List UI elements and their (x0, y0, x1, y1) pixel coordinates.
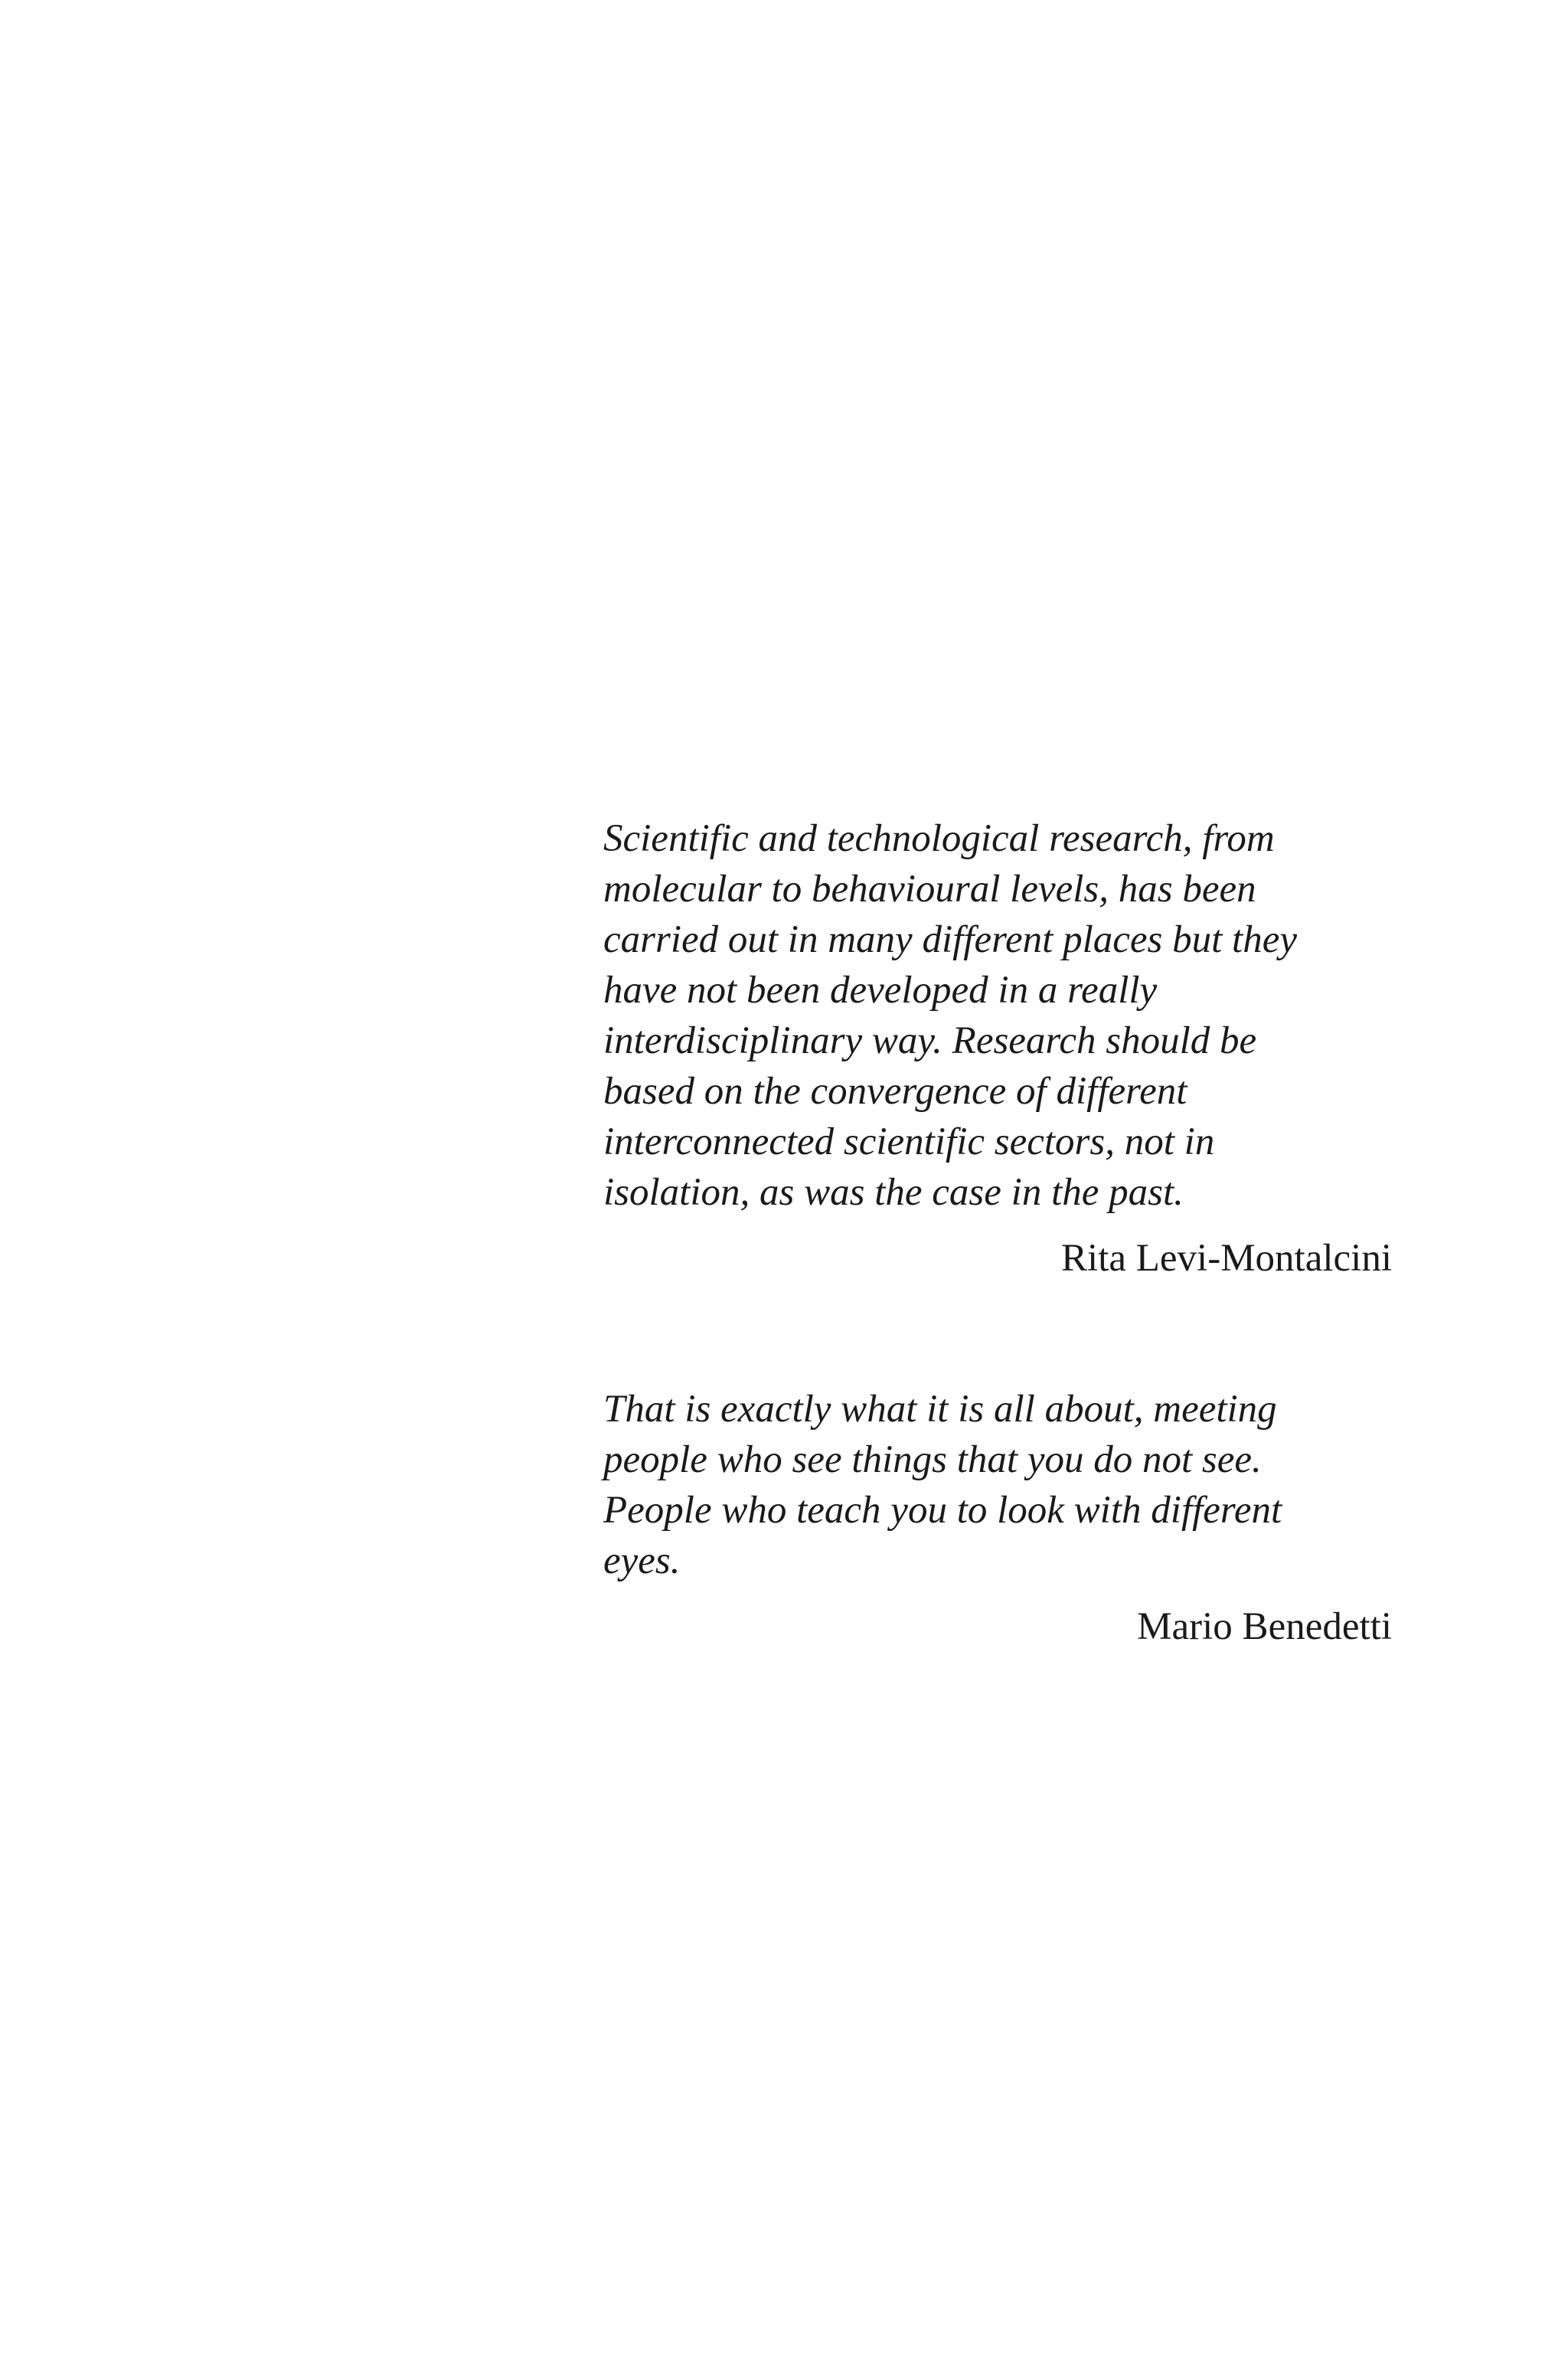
quote-line: have not been developed in a really (603, 969, 1158, 1012)
quote-line: People who teach you to look with different (603, 1489, 1282, 1532)
quote-line: interdisciplinary way. Research should be (603, 1019, 1257, 1062)
epigraph-levi-montalcini (603, 813, 1392, 1284)
quote-line: isolation, as was the case in the past. (603, 1171, 1184, 1214)
quote-line: based on the convergence of different (603, 1070, 1187, 1113)
quote-line: carried out in many different places but they (603, 918, 1297, 961)
quote-line: That is exactly what it is all about, meeting (603, 1388, 1277, 1431)
epigraph-author: Mario Benedetti (1137, 1605, 1392, 1648)
quote-line: molecular to behavioural levels, has been (603, 868, 1256, 911)
quote-line: people who see things that you do not see. (603, 1438, 1262, 1481)
epigraph-benedetti (603, 1384, 1392, 1652)
epigraph-quote (603, 813, 1392, 1218)
quote-line: eyes. (603, 1539, 681, 1582)
epigraph-quote (603, 1384, 1392, 1586)
quote-line: interconnected scientific sectors, not in (603, 1120, 1215, 1163)
epigraph-author: Rita Levi-Montalcini (1061, 1237, 1392, 1280)
quote-line: Scientific and technological research, from (603, 817, 1275, 860)
